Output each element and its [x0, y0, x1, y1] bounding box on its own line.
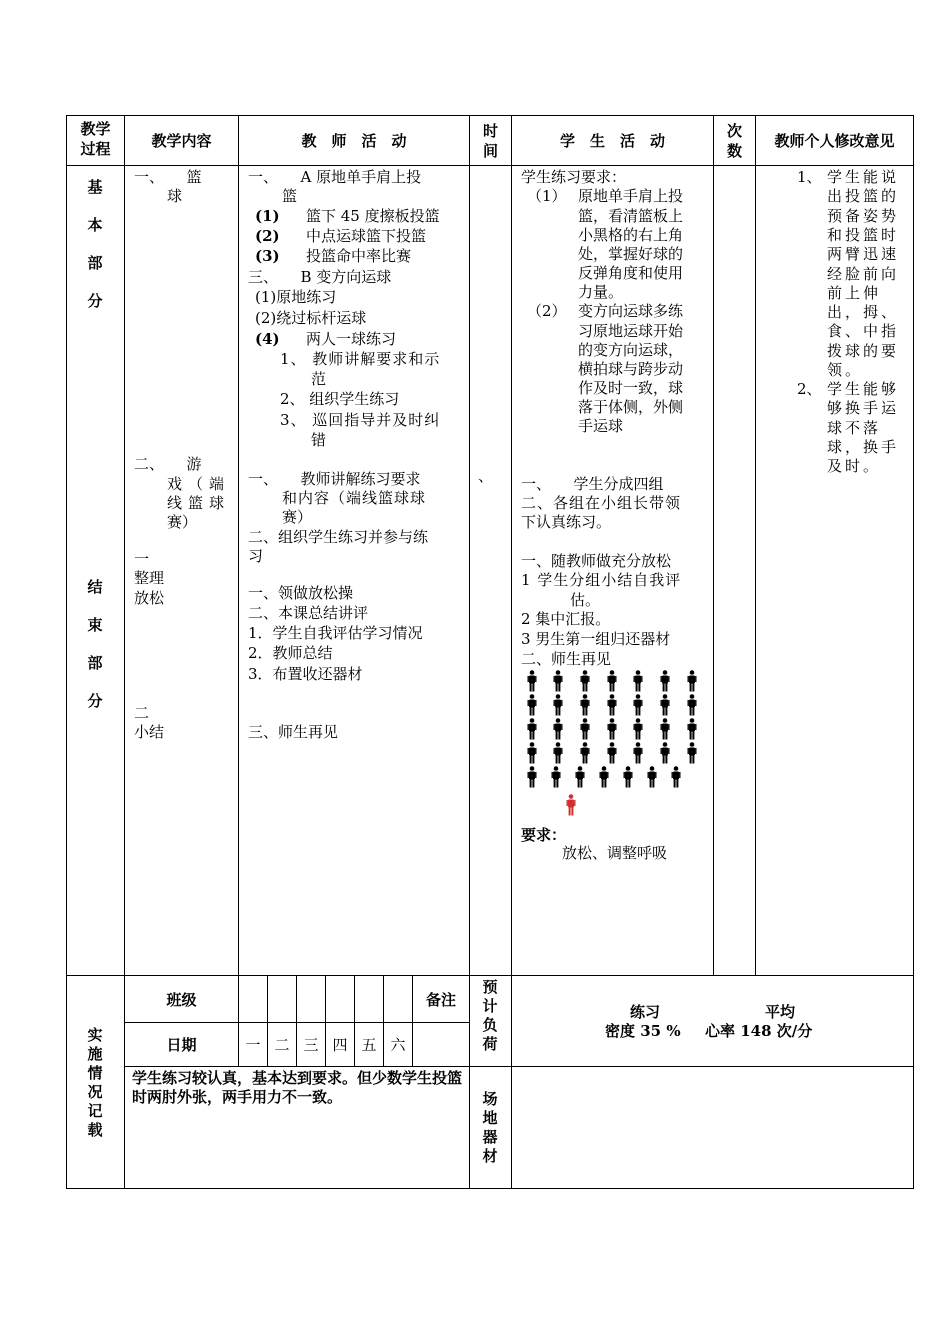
- header-student-activity: 学 生 活 动: [559, 132, 665, 150]
- class-label: 班级: [166, 991, 197, 1009]
- teacher-item: 两人一球练习: [306, 330, 397, 348]
- student-figure: [580, 670, 590, 692]
- student-item: 小黑格的右上角: [578, 226, 684, 244]
- student-figure: [580, 742, 590, 764]
- content-game: 二、 游: [134, 455, 202, 473]
- header-content: 教学内容: [151, 132, 212, 150]
- teacher-item: 一、 A 原地单手肩上投: [248, 168, 422, 186]
- teacher-item: 投篮命中率比赛: [306, 247, 412, 265]
- teacher-item: 3、 巡回指导并及时纠: [280, 411, 441, 429]
- student-figure: [527, 718, 537, 740]
- opinion-line: 出投篮的: [827, 187, 900, 206]
- teacher-item-num: (2): [255, 227, 280, 245]
- teacher-item: (2)绕过标杆运球: [255, 309, 367, 327]
- teacher-item-num: (3): [255, 247, 280, 265]
- teacher-item: 习: [248, 547, 264, 565]
- student-item: 手运球: [578, 417, 624, 435]
- venue-label: 场 地 器 材: [482, 1090, 498, 1165]
- teacher-item: 中点运球篮下投篮: [306, 227, 427, 245]
- teacher-item: 2．教师总结: [248, 644, 333, 662]
- heart-rate-value: 心率 148 次/分: [705, 1022, 813, 1040]
- day-cell: 二: [274, 1036, 290, 1054]
- day-cell: 五: [361, 1036, 377, 1054]
- student-figure: [671, 766, 681, 788]
- student-item: 3 男生第一组归还器材: [521, 630, 671, 648]
- teacher-item: 和内容（端线篮球球: [282, 489, 427, 507]
- student-item: 力量。: [578, 283, 624, 301]
- student-item: 习原地运球开始: [578, 322, 684, 340]
- student-figure: [607, 742, 617, 764]
- student-figure: [553, 670, 563, 692]
- requirement-text: 放松、调整呼吸: [562, 844, 668, 862]
- day-cell: 三: [303, 1036, 319, 1054]
- student-item-num: （1）: [527, 187, 567, 205]
- header-teacher-activity: 教 师 活 动: [301, 132, 407, 150]
- content-game-l2: 戏（端: [167, 475, 231, 493]
- section-basic-label: 基 本 部 分: [87, 178, 103, 310]
- student-item: 一、随教师做充分放松: [521, 552, 672, 570]
- student-figure: [607, 694, 617, 716]
- content-summary: 小结: [134, 723, 165, 741]
- teacher-item: 三、 B 变方向运球: [248, 268, 392, 286]
- content-relax-l2: 放松: [134, 589, 165, 607]
- content-game-l4: 赛）: [167, 513, 198, 531]
- remark-label: 备注: [425, 991, 456, 1009]
- teacher-figure: [566, 794, 576, 816]
- opinion-line: 及时。: [827, 457, 882, 476]
- student-item: 一、 学生分成四组: [521, 475, 664, 493]
- student-item: 学生练习要求：: [521, 168, 627, 186]
- content-summary-num: 二: [134, 704, 150, 722]
- content-relax-num: 一: [134, 550, 150, 568]
- student-figure: [633, 670, 643, 692]
- student-item: 二、各组在小组长带领: [521, 494, 682, 512]
- student-figure: [527, 766, 537, 788]
- teacher-item: 三、师生再见: [248, 723, 339, 741]
- student-figure: [687, 694, 697, 716]
- student-figure: [660, 718, 670, 740]
- section-impl-label: 实 施 情 况 记 载: [87, 1026, 103, 1139]
- requirement-label: 要求：: [521, 826, 567, 844]
- day-cell: 六: [390, 1036, 406, 1054]
- content-game-l3: 线篮球: [167, 494, 231, 512]
- student-item: 原地单手肩上投: [578, 187, 684, 205]
- student-figure: [553, 742, 563, 764]
- density-label: 练习: [630, 1003, 661, 1021]
- student-figure: [647, 766, 657, 788]
- student-figure: [527, 742, 537, 764]
- teacher-item: 一、领做放松操: [248, 584, 354, 602]
- teacher-item: 二、组织学生练习并参与练: [248, 528, 429, 546]
- student-item: 作及时一致，球: [578, 379, 684, 397]
- opinion-line: 出，拇、: [827, 303, 900, 322]
- day-cell: 一: [245, 1036, 261, 1054]
- opinion-line: 学生能说: [827, 168, 900, 186]
- opinion-num: 2、: [797, 380, 822, 398]
- student-figure: [580, 694, 590, 716]
- student-item: 反弹角度和使用: [578, 264, 684, 282]
- teacher-item: 篮下 45 度擦板投篮: [306, 207, 440, 225]
- avg-label: 平均: [765, 1003, 796, 1021]
- student-figure: [607, 670, 617, 692]
- header-time: 时 间: [482, 122, 498, 160]
- student-item: 2 集中汇报。: [521, 610, 611, 628]
- header-opinion: 教师个人修改意见: [774, 132, 895, 150]
- student-figure: [527, 694, 537, 716]
- opinion-line: 够换手运: [827, 399, 900, 418]
- student-item: 处，掌握好球的: [578, 245, 684, 263]
- teacher-item-num: (4): [255, 330, 280, 348]
- teacher-item: 3．布置收还器材: [248, 665, 363, 683]
- student-figure: [660, 694, 670, 716]
- student-figure: [687, 670, 697, 692]
- section-end-label: 结 束 部 分: [87, 578, 103, 710]
- teacher-item: (1)原地练习: [255, 288, 337, 306]
- header-count: 次 数: [726, 122, 742, 160]
- teacher-item: 赛）: [282, 508, 313, 526]
- student-item: 二、师生再见: [521, 650, 612, 668]
- teacher-item: 篮: [282, 187, 298, 205]
- student-item: 横拍球与跨步动: [578, 360, 684, 378]
- density-value: 密度 35 %: [605, 1022, 681, 1040]
- student-figure: [687, 718, 697, 740]
- teacher-item: 错: [311, 431, 327, 449]
- teacher-item-num: (1): [255, 207, 280, 225]
- student-figure: [527, 670, 537, 692]
- student-figure: [551, 766, 561, 788]
- teacher-item: 1．学生自我评估学习情况: [248, 624, 423, 642]
- opinion-line: 拨球的要: [827, 341, 900, 360]
- student-figure: [660, 742, 670, 764]
- student-item: 落于体侧，外侧: [578, 398, 684, 416]
- student-figure: [633, 694, 643, 716]
- day-cell: 四: [332, 1036, 348, 1054]
- load-label: 预 计 负 荷: [482, 978, 498, 1053]
- opinion-line: 食、中指: [827, 322, 900, 341]
- opinion-line: 球，换手: [827, 437, 900, 456]
- student-figure: [553, 694, 563, 716]
- date-label: 日期: [166, 1036, 197, 1054]
- student-item: 篮，看清篮板上: [578, 207, 684, 225]
- opinion-line: 和投篮时: [827, 225, 900, 244]
- opinion-line: 预备姿势: [827, 206, 900, 225]
- student-figure: [660, 670, 670, 692]
- student-item: 下认真练习。: [521, 513, 612, 531]
- student-figure: [580, 718, 590, 740]
- opinion-line: 学生能够: [827, 380, 900, 398]
- student-figure: [599, 766, 609, 788]
- student-figure: [607, 718, 617, 740]
- student-figure: [553, 718, 563, 740]
- time-mark: 、: [478, 467, 494, 485]
- content-basketball: 一、 篮: [134, 168, 202, 186]
- opinion-line: 领。: [827, 361, 864, 379]
- teacher-item: 范: [311, 370, 327, 388]
- student-figure: [633, 718, 643, 740]
- student-figure: [623, 766, 633, 788]
- student-figure: [575, 766, 585, 788]
- student-item: 估。: [570, 591, 601, 609]
- student-item: 变方向运球多练: [578, 302, 684, 320]
- content-basketball-cont: 球: [167, 187, 183, 205]
- student-item-num: （2）: [527, 302, 567, 320]
- student-figure: [633, 742, 643, 764]
- implementation-record: 学生练习较认真，基本达到要求。但少数学生投篮时两肘外张，两手用力不一致。: [132, 1069, 463, 1106]
- teacher-item: 2、 组织学生练习: [280, 390, 400, 408]
- opinion-line: 球不落: [827, 418, 882, 437]
- content-relax-l1: 整理: [134, 569, 165, 587]
- teacher-item: 二、本课总结讲评: [248, 604, 369, 622]
- student-item: 的变方向运球，: [578, 341, 684, 359]
- student-figure: [687, 742, 697, 764]
- teacher-item: 一、 教师讲解练习要求: [248, 470, 421, 488]
- opinion-line: 经脸前向: [827, 264, 900, 283]
- opinion-line: 前上伸: [827, 283, 882, 302]
- student-item: 1 学生分组小结自我评: [521, 571, 682, 589]
- teacher-item: 1、 教师讲解要求和示: [280, 350, 441, 368]
- opinion-line: 两臂迅速: [827, 245, 900, 264]
- opinion-num: 1、: [797, 168, 822, 186]
- header-process: 教学 过程: [80, 120, 111, 158]
